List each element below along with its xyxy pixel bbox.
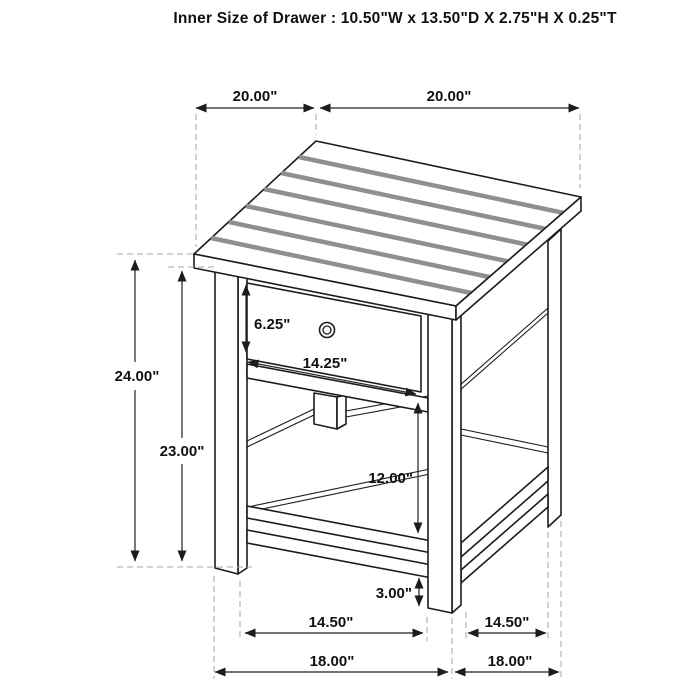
front-left-leg [215, 268, 238, 574]
dim-drawer-width-label: 14.25" [302, 355, 348, 372]
page-title: Inner Size of Drawer : 10.50"W x 13.50"D X 2.75"H X 0.25"T [173, 10, 617, 27]
table-internal-rails [247, 393, 548, 512]
front-right-leg [428, 309, 461, 613]
dim-shelf-floor-label: 3.00" [375, 585, 412, 602]
dim-side-inner-span-label: 14.50" [484, 614, 530, 631]
lower-shelf [247, 506, 432, 578]
dim-drawer-height-label: 6.25" [254, 316, 291, 333]
dim-shelf-clearance-label: 12.00" [368, 470, 413, 487]
dim-front-outer-span-label: 18.00" [309, 653, 355, 670]
right-leg [548, 229, 561, 527]
back-leg-post [314, 393, 337, 429]
dim-overall-height-label: 24.00" [114, 368, 160, 385]
dim-side-outer-span-label: 18.00" [487, 653, 533, 670]
dim-front-inner-span-label: 14.50" [308, 614, 354, 631]
dim-under-top-height-label: 23.00" [159, 443, 205, 460]
side-apron [459, 308, 548, 391]
shelf-right-edge [461, 467, 548, 583]
dim-top-depth-label: 20.00" [232, 88, 278, 105]
dim-top-width-label: 20.00" [426, 88, 472, 105]
